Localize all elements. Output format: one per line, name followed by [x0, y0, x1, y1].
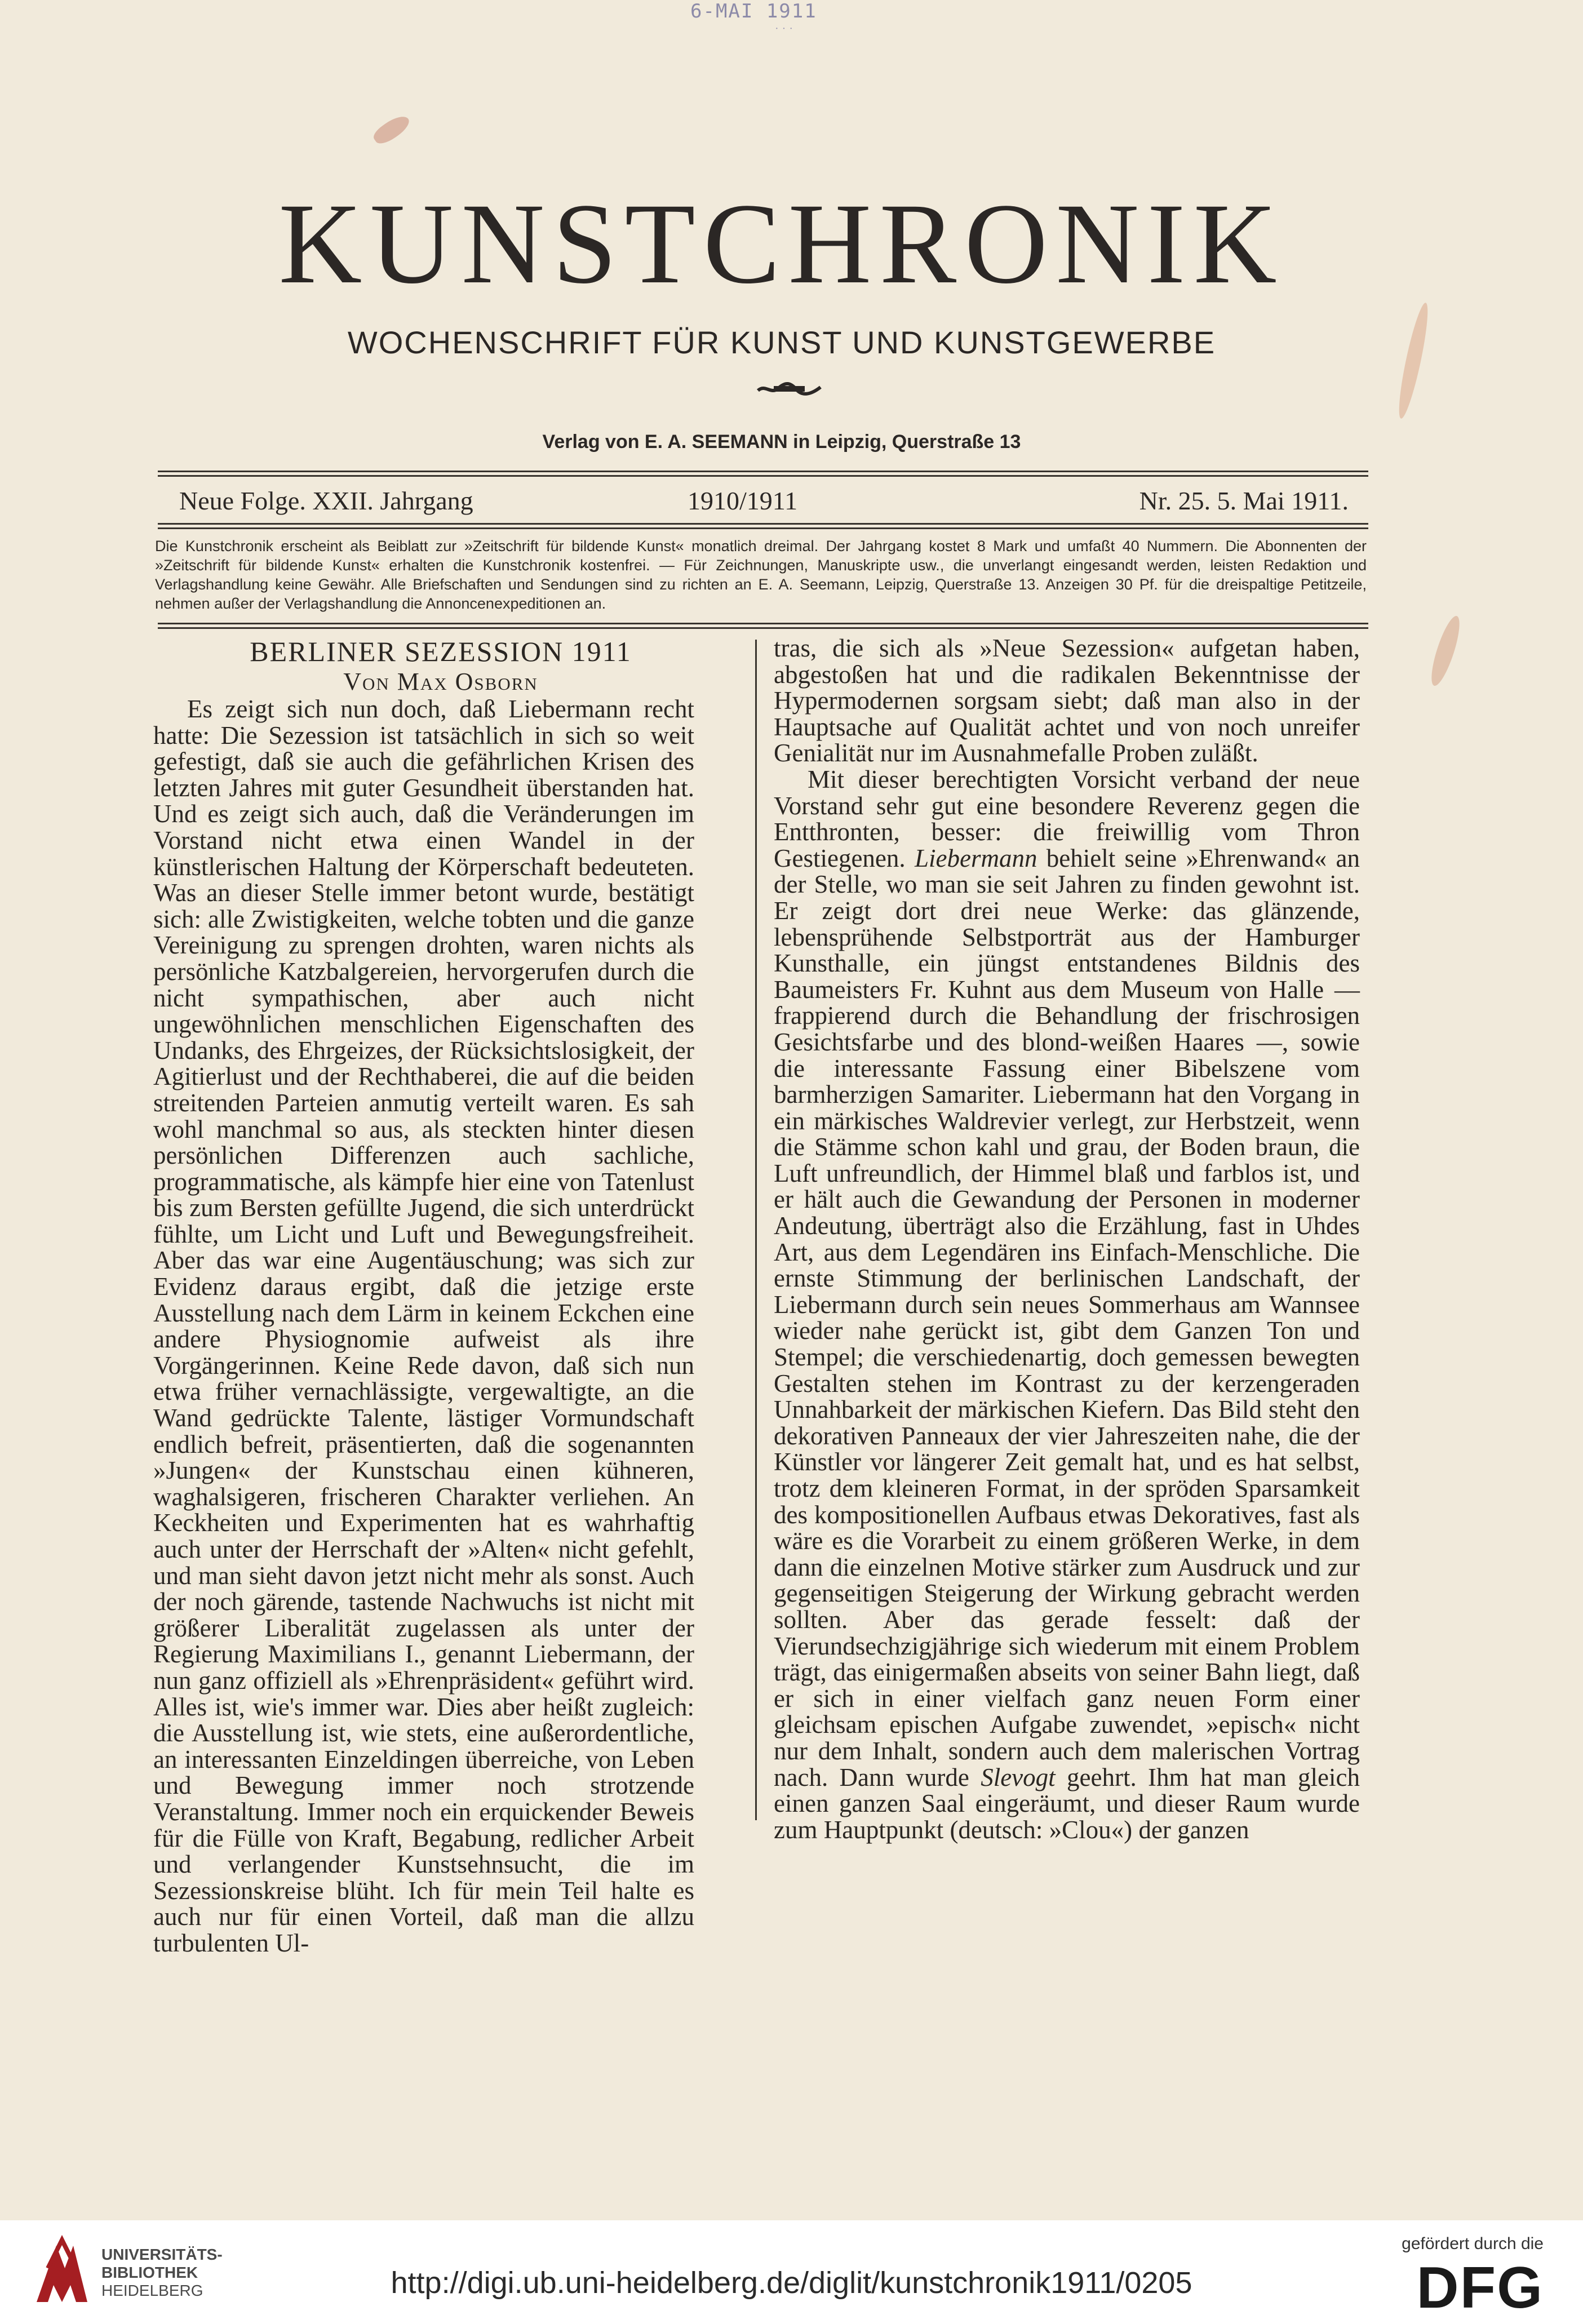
paragraph-text: geehrt. Ihm hat man gleich einen ganzen Saal eingeräumt, und dieser Raum wurde zum Hauptpunkt (deutsch: »Clou«) der ganzen [774, 1763, 1360, 1844]
stamp-dots: ··· [775, 23, 796, 35]
paragraph-text: behielt seine »Ehrenwand« an der Stelle, wo man sie seit Jahren zu finden gewohnt ist. Er zeigt dort drei neue Werke: das glänzende, lebensprühende Selbstporträt aus der Hamburger Kunsthalle, ein jüngst entstandenes Bildnis des Baumeisters Fr. Kuhnt aus dem Museum von Halle — frappierend durch die Behandlung der frischrosigen Gesichtsfarbe und des blond-weißen Haares —, sowie die interessante Fassung einer Bibelszene vom barmherzigen Samariter. Liebermann hat den Vorgang in ein märkisches Waldrevier verlegt, zur Herbstzeit, wenn die Stämme schon kahl und grau, der Boden braun, die Luft unfreundlich, der Himmel blaß und farblos ist, und er hält auch die Gewandung der Personen in moderner Andeutung, überträgt also die Erzählung, fast in Uhdes Art, aus dem Legendären ins Einfach-Menschliche. Die ernste Stimmung der berlinischen Landschaft, der Liebermann durch sein neues Sommerhaus am Wannsee wieder nahe gerückt ist, gibt dem Ganzen Ton und Stempel; die verschiedenartig, doch gemessen bewegten Gestalten stehen im Kontrast zu der kerzengeraden Unnahbarkeit der märkischen Kiefern. Das Bild steht den dekorativen Panneaux der vier Jahreszeiten nahe, die der Künstler vor längerer Zeit gemalt hat, und es hat selbst, trotz dem kleineren Format, in der spröden Sparsamkeit des kompositionellen Aufbaus etwas Dekoratives, fast als wäre es die Vorarbeit zu einem größeren Werke, in dem dann die einzelnen Motive stärker zum Ausdruck und zur gegenseitigen Steigerung der Wirkung gebracht werden sollten. Aber das gerade fesselt: daß der Vierundsechzigjährige sich wiederum mit einem Problem trägt, das einigermaßen abseits von seiner Bahn liegt, daß er sich in einer vielfach ganz neuen Form einer gleichsam epischen Aufgabe zuwendet, »episch« nicht nur dem Inhalt, sondern auch dem malerischen Vortrag nach. Dann wurde [774, 844, 1360, 1791]
artist-name: Slevogt [981, 1763, 1056, 1791]
article-title: BERLINER SEZESSION 1911 [250, 636, 632, 667]
rule-divider [158, 523, 1368, 525]
article-paragraph: tras, die sich als »Neue Sezession« aufgetan haben, abgestoßen hat und die radikalen Bekenntnisse der Hypermodernen sorgsam siebt; daß man also in der Hauptsache auf Qualität achtet und von noch unreifer Genialität nur im Ausnahmefalle Proben zuläßt. [774, 634, 1360, 768]
issue-years: 1910/1911 [688, 486, 798, 515]
issue-number: Nr. 25. 5. Mai 1911. [1139, 486, 1349, 515]
article-paragraph: Es zeigt sich nun doch, daß Liebermann recht hatte: Die Sezession ist tatsächlich in sich so weit gefestigt, daß sie auch die gefährlichen Krisen des letzten Jahres mit guter Gesundheit überstanden hat. Und es zeigt sich auch, daß die Veränderungen im Vorstand nicht etwa einen Wandel in der künstlerischen Haltung der Körperschaft bedeuteten. Was an dieser Stelle immer betont wurde, bestätigt sich: alle Zwistigkeiten, welche tobten und die ganze Vereinigung zu sprengen drohten, waren nichts als persönliche Katzbalgereien, hervorgerufen durch die nicht sympathischen, aber auch nicht ungewöhnlichen menschlichen Eigenschaften des Undanks, des Ehrgeizes, der Rücksichtslosigkeit, der Agitierlust und der Rechthaberei, die auf die beiden streitenden Parteien anmutig verteilt waren. Es sah wohl manchmal so aus, als steckten hinter diesen persönlichen Differenzen auch sachliche, programmatische, als kämpfe hier eine von Tatenlust bis zum Bersten gefüllte Jugend, die sich unterdrückt fühlte, um Licht und Luft und Bewegungsfreiheit. Aber das war eine Augentäuschung; was sich zur Evidenz daraus ergibt, daß die jetzige erste Ausstellung nach dem Lärm in keinem Eckchen eine andere Physiognomie aufweist als ihre Vorgängerinnen. Keine Rede davon, daß sich nun etwa früher vernachlässigte, vergewaltigte, an die Wand gedrückte Talente, lästiger Vormundschaft endlich befreit, präsentierten, daß die sogenannten »Jungen« der Kunstschau einen kühneren, waghalsigeren, frischeren Charakter verliehen. An Keckheiten und Experimenten hat es wahrhaftig auch unter der Herrschaft der »Alten« nicht gefehlt, und man sieht davon jetzt nicht mehr als sonst. Auch der noch gärende, tastende Nachwuchs ist nicht mit größerer Liberalität zugelassen als unter der Regierung Maximilians I., genannt Liebermann, der nun ganz offiziell als »Ehrenpräsident« geführt wird. Alles ist, wie's immer war. Dies aber heißt zugleich: die Ausstellung ist, wie stets, eine außerordentliche, an interessanten Einzeldingen überreiche, von Leben und Bewegung immer noch strotzende Veranstaltung. Immer noch ein erquickender Beweis für die Fülle von Kraft, Begabung, redlicher Arbeit und verlangender Kunstsehnsucht, die im Sezessionskreise blüht. Ich für mein Teil halte es auch nur für einen Vorteil, daß man die allzu turbulenten Ul- [153, 695, 694, 1957]
masthead-title: KUNSTCHRONIK [278, 180, 1285, 308]
paragraph-text: Mit dieser berechtigten Vorsicht verband der neue Vorstand sehr gut eine besondere Reverenz gegen die Entthronten, besser: die freiwillig vom Thron Gestiegenen. [774, 765, 1360, 872]
article-column-left [153, 635, 694, 1957]
rule-divider [158, 627, 1368, 629]
issue-line [179, 486, 1349, 520]
artist-name: Liebermann [914, 844, 1037, 872]
article-author: Von Max Osborn [343, 668, 538, 695]
rule-divider [158, 623, 1368, 624]
library-name-line: HEIDELBERG [101, 2282, 203, 2299]
issue-series: Neue Folge. XXII. Jahrgang [179, 486, 473, 515]
library-name-line: UNIVERSITÄTS- [101, 2246, 223, 2263]
article-column-right [774, 635, 1360, 1843]
rule-divider [158, 471, 1368, 472]
column-divider [755, 640, 757, 1820]
ornament-icon [757, 380, 822, 397]
ink-mark [1394, 301, 1433, 420]
ink-mark [371, 112, 413, 148]
funding-note: gefördert durch die [1402, 2234, 1544, 2253]
receipt-date-stamp: 6-MAI 1911 [690, 0, 817, 23]
source-url-link[interactable]: http://digi.ub.uni-heidelberg.de/diglit/kunstchronik1911/0205 [391, 2266, 1192, 2300]
rule-divider [158, 527, 1368, 529]
masthead-subtitle: WOCHENSCHRIFT FÜR KUNST UND KUNSTGEWERBE [347, 325, 1216, 360]
publisher-line: Verlag von E. A. SEEMANN in Leipzig, Querstraße 13 [542, 431, 1021, 453]
dfg-logo: DFG [1416, 2255, 1544, 2321]
ink-mark [1426, 614, 1465, 689]
rule-divider [158, 475, 1368, 477]
article-paragraph [774, 766, 1360, 1843]
subscription-notice: Die Kunstchronik erscheint als Beiblatt zur »Zeitschrift für bildende Kunst« monatlich dreimal. Der Jahrgang kostet 8 Mark und umfaßt 40 Nummern. Die Abonnenten der »Zeitschrift für bildende Kunst« erhalten die Kunstchronik kostenfrei. — Für Zeichnungen, Manuskripte usw., die unverlangt eingesandt werden, leisten Redaktion und Verlagshandlung keine Gewähr. Alle Briefschaften und Sendungen sind zu richten an E. A. Seemann, Leipzig, Querstraße 13. Anzeigen 30 Pf. für die dreispaltige Petitzeile, nehmen außer der Verlagshandlung die Annoncenexpeditionen an. [155, 538, 1367, 612]
digitization-footer [0, 2220, 1583, 2324]
library-name-line: BIBLIOTHEK [101, 2264, 198, 2281]
